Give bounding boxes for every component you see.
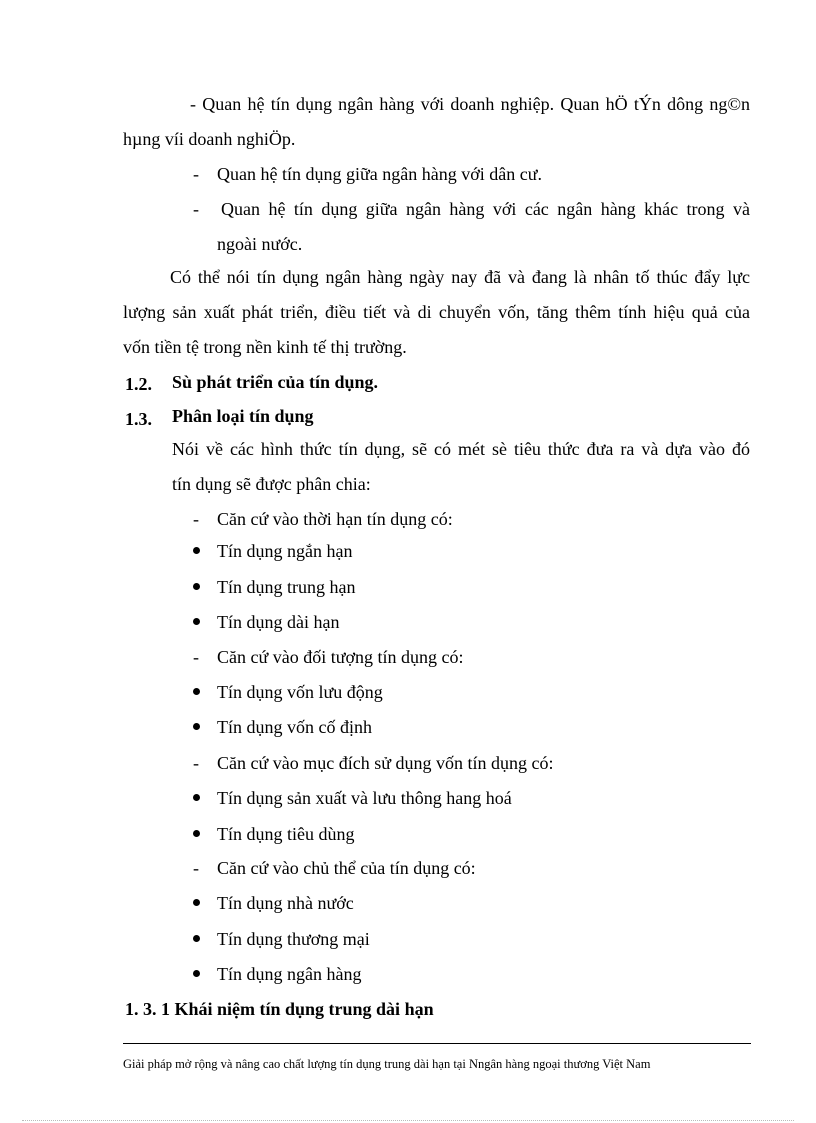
- intro-line-1: - Quan hệ tín dụng ngân hàng với doanh nghiệp. Quan hÖ tÝn dông ng©n: [190, 94, 750, 114]
- dash-item: Quan hệ tín dụng giữa ngân hàng với dân cư.: [217, 164, 542, 184]
- list-item: Tín dụng sản xuất và lưu thông hang hoá: [217, 788, 512, 808]
- bullet-icon: [193, 970, 200, 977]
- dash-marker: -: [193, 164, 199, 184]
- section-title: Sù phát triển của tín dụng.: [172, 372, 379, 392]
- section-number: 1.2.: [125, 374, 152, 394]
- dash-marker: -: [193, 199, 199, 219]
- list-item: Căn cứ vào thời hạn tín dụng có:: [217, 509, 453, 529]
- list-item: Tín dụng vốn cố định: [217, 717, 372, 737]
- classification-intro-2: tín dụng sẽ được phân chia:: [172, 474, 371, 494]
- footer-rule: [123, 1043, 751, 1044]
- bullet-icon: [193, 794, 200, 801]
- bullet-icon: [193, 723, 200, 730]
- page-edge-divider: [22, 1120, 794, 1121]
- list-item: Căn cứ vào mục đích sử dụng vốn tín dụng có:: [217, 753, 554, 773]
- bullet-icon: [193, 618, 200, 625]
- section-title: Phân loại tín dụng: [172, 406, 314, 426]
- list-item: Căn cứ vào chủ thể của tín dụng có:: [217, 858, 476, 878]
- bullet-icon: [193, 547, 200, 554]
- list-item: Tín dụng dài hạn: [217, 612, 340, 632]
- list-item: Tín dụng nhà nước: [217, 893, 354, 913]
- intro-line-1-cont: hµng víi doanh nghiÖp.: [123, 129, 296, 149]
- bullet-icon: [193, 935, 200, 942]
- paragraph-line-3: vốn tiền tệ trong nền kinh tế thị trường.: [123, 337, 407, 357]
- dash-item-cont: ngoài nước.: [217, 234, 303, 254]
- dash-marker: -: [193, 647, 199, 667]
- section-number: 1.3.: [125, 409, 152, 429]
- page-footer: Giải pháp mở rộng và nâng cao chất lượng tín dụng trung dài hạn tại Nngân hàng ngoại thương Việt Nam: [123, 1057, 651, 1071]
- list-item: Tín dụng tiêu dùng: [217, 824, 355, 844]
- bullet-icon: [193, 583, 200, 590]
- list-item: Tín dụng trung hạn: [217, 577, 356, 597]
- subsection-title: 1. 3. 1 Khái niệm tín dụng trung dài hạn: [125, 999, 434, 1019]
- dash-marker: -: [193, 753, 199, 773]
- classification-intro-1: Nói về các hình thức tín dụng, sẽ có mét sè tiêu thức đưa ra và dựa vào đó: [172, 439, 750, 459]
- dash-item: Quan hệ tín dụng giữa ngân hàng với các ngân hàng khác trong và: [221, 199, 750, 219]
- bullet-icon: [193, 830, 200, 837]
- list-item: Căn cứ vào đối tượng tín dụng có:: [217, 647, 464, 667]
- list-item: Tín dụng vốn lưu động: [217, 682, 383, 702]
- dash-marker: -: [193, 858, 199, 878]
- dash-marker: -: [193, 509, 199, 529]
- paragraph-line-2: lượng sản xuất phát triển, điều tiết và di chuyển vốn, tăng thêm tính hiệu quả của: [123, 302, 750, 322]
- list-item: Tín dụng ngắn hạn: [217, 541, 353, 561]
- list-item: Tín dụng ngân hàng: [217, 964, 362, 984]
- bullet-icon: [193, 688, 200, 695]
- bullet-icon: [193, 899, 200, 906]
- paragraph-line-1: Có thể nói tín dụng ngân hàng ngày nay đã và đang là nhân tố thúc đẩy lực: [170, 267, 750, 287]
- list-item: Tín dụng thương mại: [217, 929, 370, 949]
